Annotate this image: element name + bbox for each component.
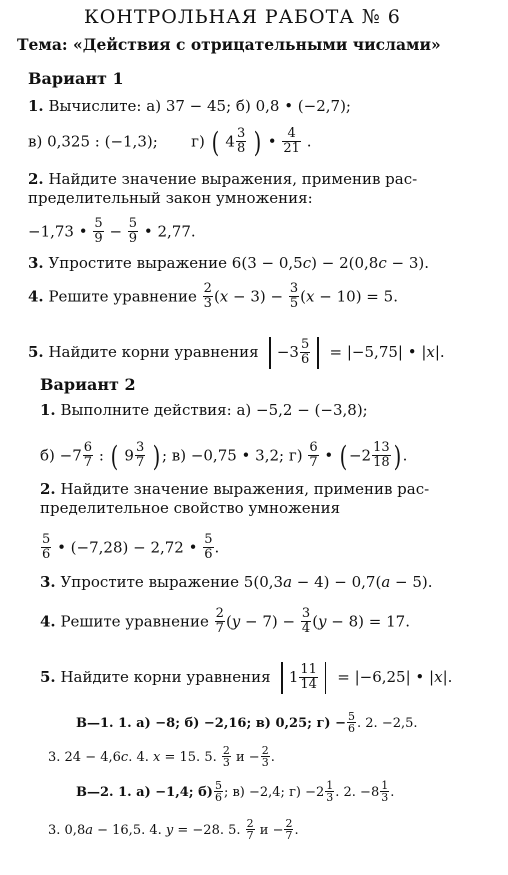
v1-task-2: 2. Найдите значение выражения, применив рас-: [28, 170, 418, 188]
v1-task-1-line-2: в) 0,325 : (−1,3); г) ( 4 $\frac{3}{8}$ ) • $\frac{4}{21}$ .: [28, 125, 312, 159]
fraction: $\frac{2}{7}$: [215, 606, 224, 636]
answers-v2-line-2: 3. 0,8a − 16,5. 4. y = −28. 5. $\frac{2}{7}$ и − $\frac{2}{7}$ .: [48, 817, 299, 842]
fraction: $\frac{2}{7}$: [285, 817, 293, 842]
fraction: $\frac{4}{21}$: [283, 126, 300, 156]
fraction: $\frac{5}{6}$: [204, 532, 213, 562]
fraction: $\frac{3}{5}$: [289, 281, 299, 311]
fraction: $\frac{1}{3}$: [381, 779, 389, 804]
fraction: $\frac{6}{7}$: [83, 440, 93, 470]
variant-1-heading: Вариант 1: [28, 69, 124, 88]
fraction: $\frac{3}{7}$: [135, 440, 145, 470]
v2-task-3: 3. Упростите выражение 5(0,3a − 4) − 0,7(a − 5).: [40, 573, 433, 591]
fraction: $\frac{5}{6}$: [42, 532, 51, 562]
fraction: $\frac{1}{3}$: [326, 779, 334, 804]
fraction: $\frac{5}{6}$: [214, 779, 222, 804]
v1-task-1: 1. Вычислите: а) 37 − 45; б) 0,8 • (−2,7);: [28, 97, 351, 115]
v2-task-4: 4. Решите уравнение $\frac{2}{7}$ (y − 7) − $\frac{3}{4}$ (y − 8) = 17.: [40, 606, 410, 636]
v1-task-5: 5. Найдите корни уравнения −3 $\frac{5}{6}$ = |−5,75| • |x|.: [28, 337, 445, 369]
fraction: $\frac{11}{14}$: [300, 661, 317, 692]
v2-task-5: 5. Найдите корни уравнения 1 $\frac{11}{14}$ = |−6,25| • |x|.: [40, 662, 452, 694]
fraction: $\frac{3}{8}$: [236, 126, 246, 156]
answers-v2-line-1: В—2. 1. а) −1,4; б) $\frac{5}{6}$ ; в) −2,4; г) −2 $\frac{1}{3}$ . 2. −8 $\frac{1}{3}$ .: [76, 779, 395, 804]
v1-task-2-line-2: пределительный закон умножения:: [28, 189, 313, 207]
page-title: КОНТРОЛЬНАЯ РАБОТА № 6: [84, 6, 401, 28]
v2-task-2: 2. Найдите значение выражения, применив рас-: [40, 480, 430, 498]
fraction: $\frac{5}{6}$: [348, 710, 356, 735]
fraction: $\frac{5}{9}$: [94, 216, 103, 246]
fraction: $\frac{5}{6}$: [300, 336, 310, 367]
v2-task-2-line-2: пределительное свойство умножения: [40, 499, 341, 517]
answers-v1-line-1: В—1. 1. а) −8; б) −2,16; в) 0,25; г) − $\frac{5}{6}$ . 2. −2,5.: [76, 710, 418, 735]
fraction: $\frac{2}{7}$: [246, 817, 254, 842]
fraction: $\frac{3}{4}$: [301, 606, 311, 636]
fraction: $\frac{2}{3}$: [222, 744, 230, 769]
answers-v1-line-2: 3. 24 − 4,6c. 4. x = 15. 5. $\frac{2}{3}$ и − $\frac{2}{3}$ .: [48, 744, 275, 769]
fraction: $\frac{5}{9}$: [128, 216, 138, 246]
fraction: $\frac{13}{18}$: [373, 440, 390, 470]
v2-task-2-expression: $\frac{5}{6}$ • (−7,28) − 2,72 • $\frac{5}{6}$ .: [42, 532, 220, 562]
page-subtitle: Тема: «Действия с отрицательными числами»: [17, 35, 441, 54]
v1-task-2-expression: −1,73 • $\frac{5}{9}$ − $\frac{5}{9}$ • 2,77.: [28, 216, 196, 246]
fraction: $\frac{2}{3}$: [261, 744, 269, 769]
v1-task-3: 3. Упростите выражение 6(3 − 0,5c) − 2(0,8c − 3).: [28, 254, 430, 272]
v2-task-1: 1. Выполните действия: а) −5,2 − (−3,8);: [40, 401, 368, 419]
fraction: $\frac{6}{7}$: [309, 440, 318, 470]
v2-task-1-line-2: б) −7 $\frac{6}{7}$ : ( 9 $\frac{3}{7}$ ) ; в) −0,75 • 3,2; г) $\frac{6}{7}$ • ( −2 $\frac{13}{18}$ ) .: [40, 439, 408, 473]
v1-task-4: 4. Решите уравнение $\frac{2}{3}$ (x − 3) − $\frac{3}{5}$ (x − 10) = 5.: [28, 281, 398, 311]
variant-2-heading: Вариант 2: [40, 375, 136, 394]
fraction: $\frac{2}{3}$: [203, 281, 212, 311]
